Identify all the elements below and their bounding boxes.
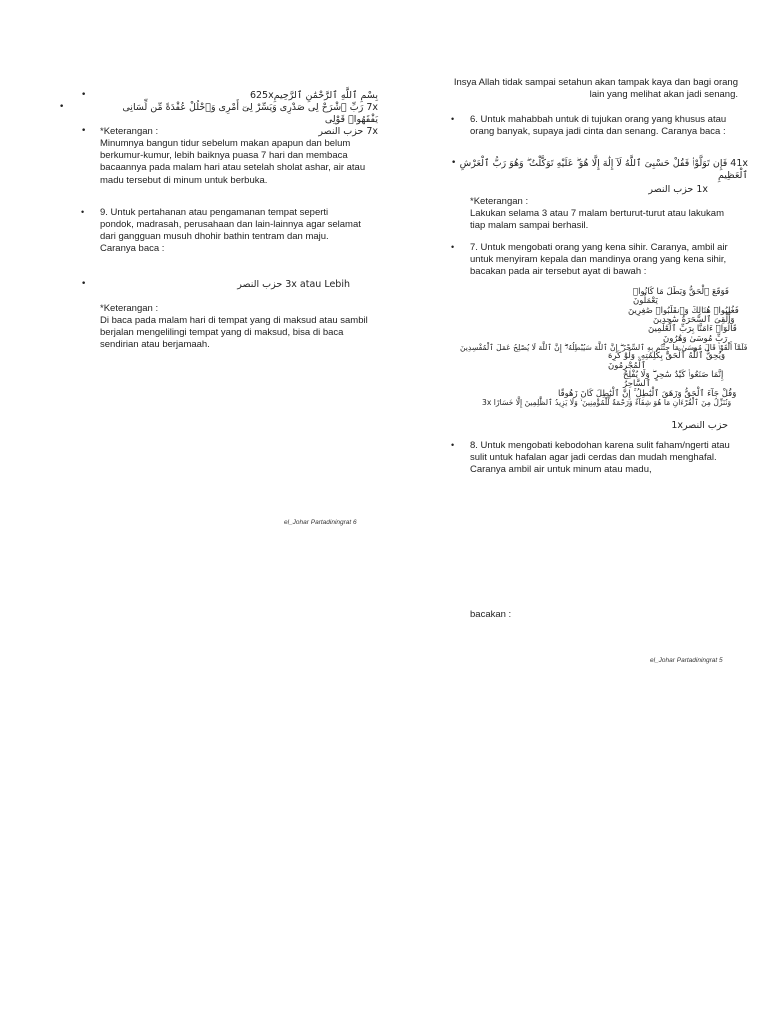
arabic-bullet-rabbi-ishrah: • 7x رَبِّ ٱشْرَحْ لِى صَدْرِى وَيَسِّرْ لِىٓ أَمْرِى وَٱحْلُلْ عُقْدَةً مِّن لِّسَانِى يَفْقَهُوا۟ قَوْلِى [56, 102, 378, 126]
item-9-hizb-bullet: • 3x atau Lebih حزب النصر [78, 279, 350, 291]
item-8-list [448, 440, 738, 476]
note-body: Lakukan selama 3 atau 7 malam berturut-turut atau lakukam tiap malam sampai berhasil. [470, 208, 724, 232]
verse-line: إِنَّمَا صَنَعُوا۟ كَيْدُ سَٰحِرٍ ۖ وَلَا يُفْلِحُ ٱلسَّاحِرُ [623, 370, 724, 390]
verse-line: رَبِّ مُوسَىٰ وَهَٰرُونَ [663, 333, 728, 344]
item-9: • 9. Untuk pertahanan atau pengamanan tempat seperti pondok, madrasah, perusahaan dan lain-lainnya agar selamat dari gangguan musuh dhohir bathin tentram dan maju. Caranya baca : [78, 207, 363, 256]
note-body: Minumnya bangun tidur sebelum makan apapun dan belum berkumur-kumur, lebih baiknya puasa 7 hari dan membaca bacaannya pada malam hari atau setelah sholat ashar, air atau madu tersebut di minum untuk berbuka. [100, 138, 366, 186]
item-6-hizb: 1x حزب النصر [648, 184, 708, 195]
signature-right: el_Johar Partadiningrat 5 [650, 657, 723, 664]
item-7-hizb: حزب النصر1x [671, 420, 728, 431]
verse-line: فَوَقَعَ ٱلْحَقُّ وَبَطَلَ مَا كَانُوا۟ يَعْمَلُونَ [633, 287, 729, 307]
item-7-list [448, 242, 738, 278]
intro-text: Insya Allah tidak sampai setahun akan tampak kaya dan bagi orang lain yang melihat akan jadi senang. [453, 77, 738, 101]
note-keterangan-1 [78, 126, 382, 187]
note-title: *Keterangan : [100, 126, 159, 137]
verse-line: قَالُوٓا۟ ءَامَنَّا بِرَبِّ ٱلْعَٰلَمِينَ [648, 324, 737, 335]
right-page [448, 0, 748, 700]
item-6-list [448, 114, 738, 138]
signature-left: el_Johar Partadiningrat 6 [284, 519, 357, 526]
left-page [78, 0, 378, 700]
item-7-verses [448, 288, 748, 407]
item-6-arabic-list [448, 158, 748, 182]
arabic-bullet-basmalah: • بِسْمِ ٱللَّهِ ٱلرَّحْمَٰنِ ٱلرَّحِيمِ625x [78, 90, 378, 102]
arabic-bullet-hizb: • 7x حزب النصر [78, 126, 378, 138]
verse-line: وَيُحِقُّ ٱللَّهُ ٱلْحَقَّ بِكَلِمَٰتِهِۦ وَلَوْ كَرِهَ ٱلْمُجْرِمُونَ [608, 351, 726, 371]
item-9-bullet-list [78, 279, 350, 291]
bacakan-label: bacakan : [470, 609, 512, 620]
note-body: Di baca pada malam hari di tempat yang di maksud atau sambil berjalan mengelilingi tempat yang di maksud, bisa di baca sendirian atau berjamaah. [100, 315, 368, 351]
note-keterangan-2 [78, 303, 382, 352]
item-6: • 6. Untuk mahabbah untuk di tujukan orang yang khusus atau orang banyak, supaya jadi cinta dan senang. Caranya baca : [448, 114, 738, 138]
note-title: *Keterangan : [470, 196, 529, 207]
verse-line: فَغُلِبُوا۟ هُنَالِكَ وَٱنقَلَبُوا۟ صَٰغِرِينَ [628, 305, 739, 316]
note-title: *Keterangan : [100, 303, 159, 314]
note-keterangan-3 [448, 196, 740, 232]
verse-line: 3x وَنُنَزِّلُ مِنَ ٱلْقُرْءَانِ مَا هُوَ شِفَآءٌ وَرَحْمَةٌ لِّلْمُؤْمِنِينَ ۙ وَلَا يَزِيدُ ٱلظَّٰلِمِينَ إِلَّا خَسَارًا [482, 398, 732, 408]
item-6-arabic: • 41x فَإِن تَوَلَّوْا۟ فَقُلْ حَسْبِىَ ٱللَّهُ لَآ إِلَٰهَ إِلَّا هُوَ ۖ عَلَيْهِ تَوَكَّلْتُ ۖ وَهُوَ رَبُّ ٱلْعَرْشِ ٱلْعَظِيمِ [448, 158, 748, 182]
verse-line: فَلَمَّآ أَلْقَوْا۟ قَالَ مُوسَىٰ مَا جِئْتُم بِهِ ٱلسِّحْرُ ۖ إِنَّ ٱللَّهَ سَيُبْطِلُهُۥٓ ۖ إِنَّ ٱللَّهَ لَا يُصْلِحُ عَمَلَ ٱلْمُفْسِدِينَ [460, 343, 748, 353]
verse-line: وَقُلْ جَآءَ ٱلْحَقُّ وَزَهَقَ ٱلْبَٰطِلُ ۚ إِنَّ ٱلْبَٰطِلَ كَانَ زَهُوقًا [558, 388, 737, 399]
item-9-list [78, 207, 363, 256]
item-8: • 8. Untuk mengobati kebodohan karena sulit faham/ngerti atau sulit untuk hafalan agar jadi cerdas dan mudah menghafal. Caranya ambil air untuk minum atau madu, [448, 440, 738, 476]
verse-line: وَأُلْقِىَ ٱلسَّحَرَةُ سَٰجِدِينَ [653, 315, 735, 326]
item-7: • 7. Untuk mengobati orang yang kena sihir. Caranya, ambil air untuk menyiram kepala dan mandinya orang yang kena sihir, bacakan pada air tersebut ayat di bawah : [448, 242, 738, 278]
